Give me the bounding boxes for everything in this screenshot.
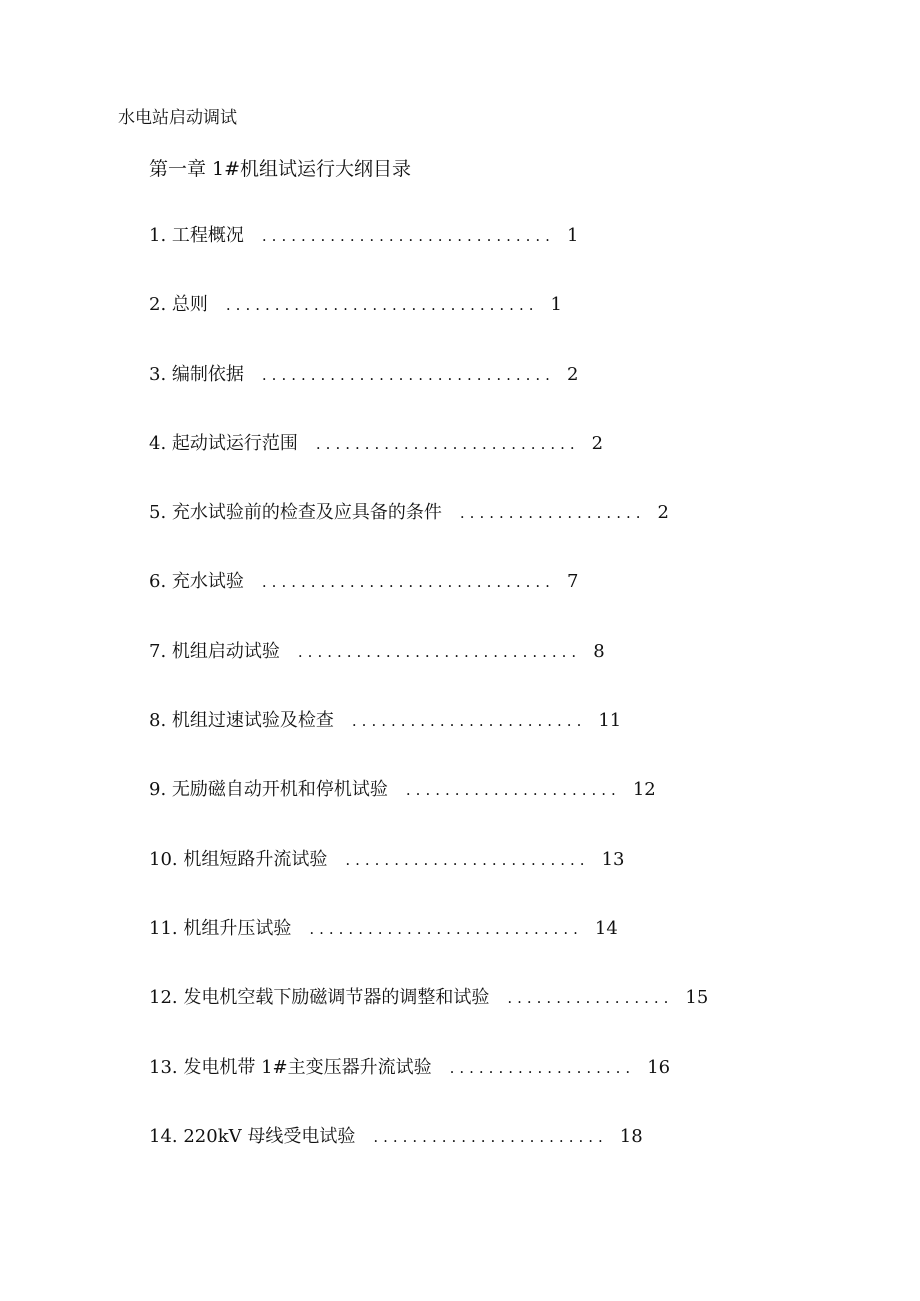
toc-entry[interactable] (149, 708, 708, 777)
toc-entry-label: 6. 充水试验 (149, 571, 244, 593)
toc-leader-dots: .............................. (261, 573, 555, 592)
toc-page-number: 2 (657, 502, 669, 524)
toc-page-number: 16 (647, 1056, 671, 1078)
toc-entry[interactable] (149, 431, 708, 500)
toc-page-number: 15 (685, 987, 709, 1009)
toc-entry[interactable] (149, 1055, 708, 1124)
toc-page-number: 8 (593, 640, 605, 662)
toc-entry-label: 5. 充水试验前的检查及应具备的条件 (149, 502, 442, 524)
toc-page-number: 14 (594, 917, 618, 939)
toc-page-number: 11 (598, 710, 622, 732)
toc-page-number: 18 (619, 1125, 643, 1147)
toc-entry[interactable] (149, 292, 708, 361)
toc-entry[interactable] (149, 847, 708, 916)
toc-entry-label: 7. 机组启动试验 (149, 640, 280, 662)
toc-leader-dots: ........................ (373, 1127, 608, 1146)
toc-entry[interactable] (149, 985, 708, 1054)
toc-leader-dots: ...................... (405, 781, 621, 800)
toc-leader-dots: ........................... (315, 434, 580, 453)
document-header: 水电站启动调试 (118, 108, 237, 128)
toc-entry[interactable] (149, 362, 708, 431)
toc-entry-label: 14. 220kV 母线受电试验 (149, 1125, 356, 1147)
toc-leader-dots: ................................ (225, 296, 539, 315)
toc-page-number: 12 (632, 779, 656, 801)
toc-entry-label: 11. 机组升压试验 (149, 917, 292, 939)
toc-entry[interactable] (149, 223, 708, 292)
toc-entry-label: 3. 编制依据 (149, 363, 244, 385)
toc-page-number: 2 (566, 363, 579, 385)
toc-entry[interactable] (149, 777, 708, 846)
toc-entry-label: 13. 发电机带 1#主变压器升流试验 (149, 1056, 432, 1078)
table-of-contents (149, 223, 708, 1193)
toc-leader-dots: .............................. (261, 365, 555, 384)
toc-entry-label: 12. 发电机空载下励磁调节器的调整和试验 (149, 987, 490, 1009)
toc-leader-dots: .............................. (261, 227, 555, 245)
toc-leader-dots: ............................ (309, 919, 583, 938)
toc-entry-label: 10. 机组短路升流试验 (149, 848, 328, 870)
toc-entry[interactable] (149, 500, 708, 569)
toc-entry-label: 1. 工程概况 (149, 225, 244, 246)
toc-leader-dots: ........................ (351, 712, 587, 731)
chapter-title: 第一章 1#机组试运行大纲目录 (149, 158, 412, 180)
toc-page-number: 2 (591, 432, 604, 454)
toc-leader-dots: ................. (507, 989, 674, 1008)
toc-entry[interactable] (149, 916, 708, 985)
toc-entry-label: 4. 起动试运行范围 (149, 432, 298, 454)
toc-entry-label: 8. 机组过速试验及检查 (149, 710, 334, 732)
toc-entry[interactable] (149, 569, 708, 638)
toc-leader-dots: ................... (449, 1058, 636, 1077)
toc-entry[interactable] (149, 1124, 708, 1193)
toc-leader-dots: ............................. (297, 642, 582, 661)
toc-leader-dots: ......................... (345, 850, 590, 869)
toc-page-number: 13 (601, 848, 625, 870)
toc-page-number: 1 (550, 294, 562, 316)
toc-entry[interactable] (149, 639, 708, 708)
toc-entry-label: 9. 无励磁自动开机和停机试验 (149, 779, 388, 801)
toc-page-number: 1 (566, 225, 579, 246)
toc-page-number: 7 (566, 571, 579, 593)
toc-leader-dots: ................... (459, 504, 646, 523)
toc-entry-label: 2. 总则 (149, 294, 208, 316)
